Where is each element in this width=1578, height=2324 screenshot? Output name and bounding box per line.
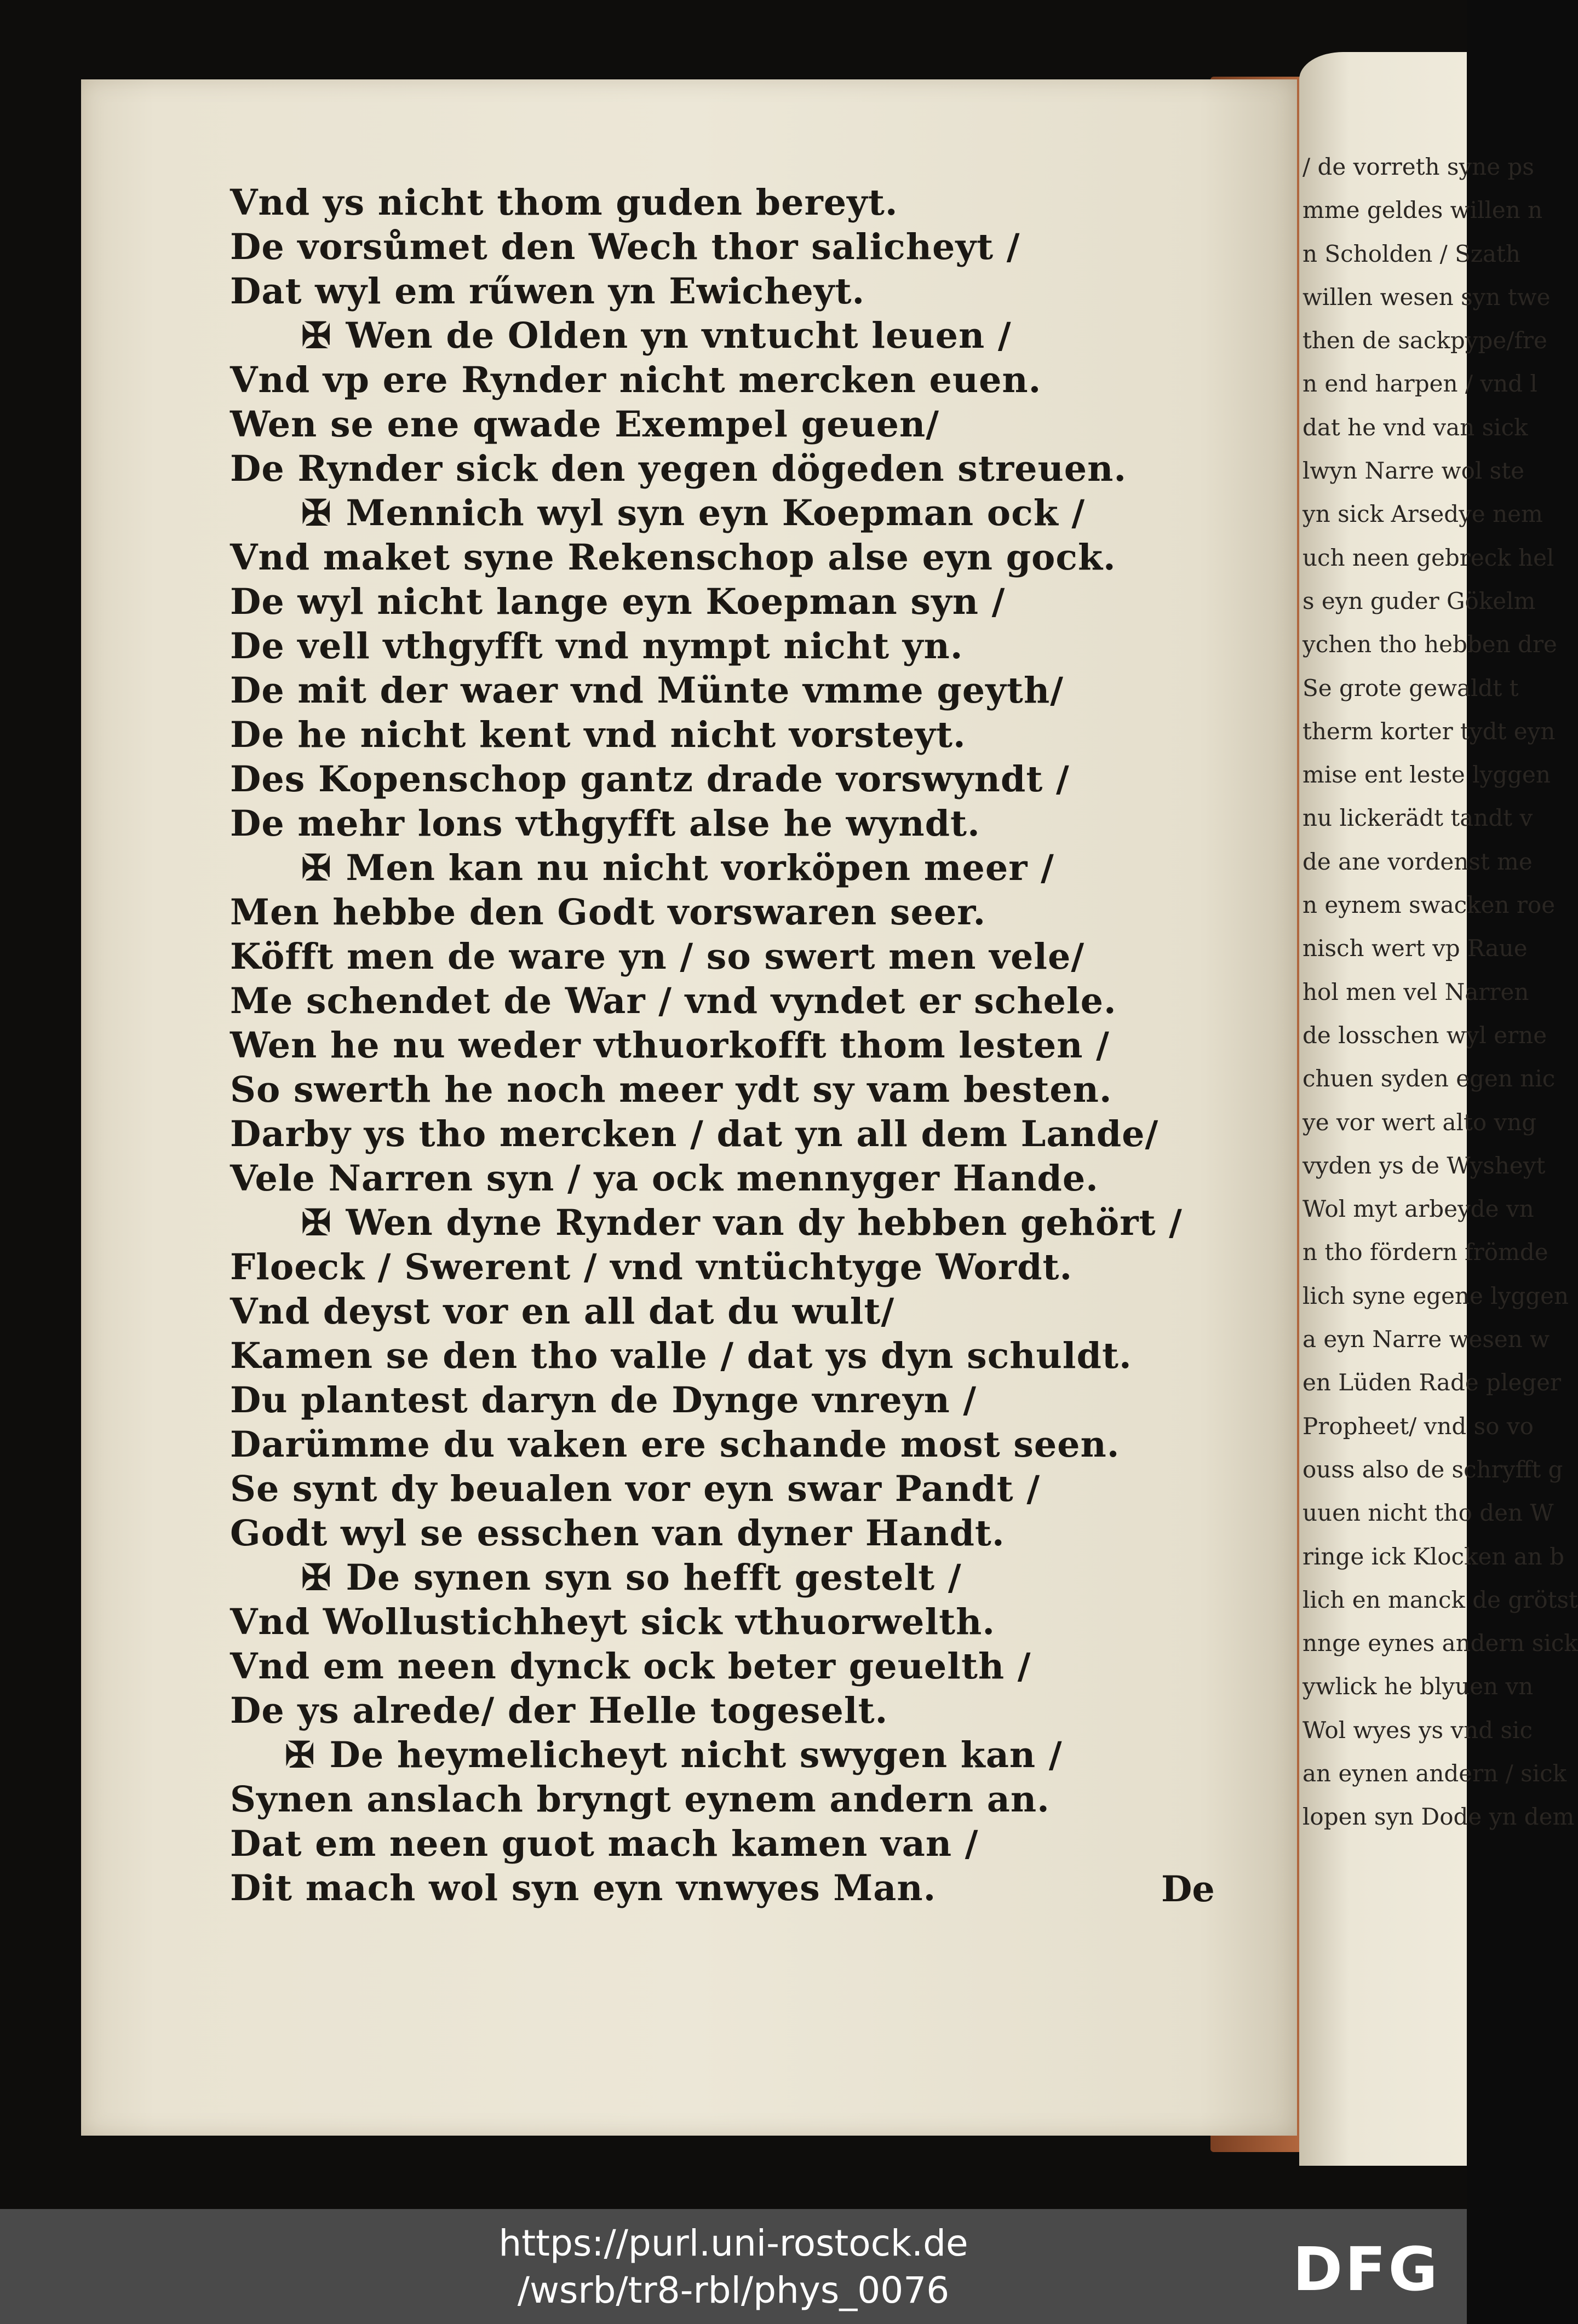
viewer-footer (0, 2209, 1467, 2324)
facing-page-line: a eyn Narre wesen w (1302, 1326, 1550, 1353)
catchword: De (1161, 1868, 1215, 1910)
verse-line: Vnd Wollustichheyt sick vthuorwelth. (230, 1601, 996, 1643)
facing-page-line: chuen syden egen nic (1302, 1065, 1556, 1092)
facing-page-line: Propheet/ vnd so vo (1302, 1412, 1534, 1440)
verse-line: Godt wyl se esschen van dyner Handt. (230, 1512, 1005, 1554)
facing-page-line: n Scholden / Szath (1302, 240, 1520, 267)
verse-line: Vnd em neen dynck ock beter geuelth / (230, 1646, 1031, 1687)
facing-page-line: ouss also de schryfft g (1302, 1456, 1563, 1483)
facing-page-line: uuen nicht tho den W (1302, 1499, 1554, 1527)
facing-page-line: lich en manck de grötst (1302, 1586, 1578, 1613)
facing-page-line: s eyn guder Gökelm (1302, 587, 1536, 614)
verse-line: Se synt dy beualen vor eyn swar Pandt / (230, 1468, 1041, 1510)
permalink[interactable] (0, 2220, 1467, 2314)
dfg-logo: DFG (1293, 2234, 1440, 2304)
verse-line: ✠ Mennich wyl syn eyn Koepman ock / (230, 491, 1271, 536)
facing-page-line: mme geldes willen n (1302, 197, 1543, 224)
facing-page-line: / de vorreth syne ps (1302, 153, 1534, 180)
facing-page-line: nu lickerädt tandt v (1302, 804, 1533, 832)
verse-line: De vorsůmet den Wech thor salicheyt / (230, 226, 1020, 268)
facing-page-line: lwyn Narre wol ste (1302, 457, 1524, 485)
verse-line: De vell vthgyfft vnd nympt nicht yn. (230, 625, 963, 667)
verse-line: Darümme du vaken ere schande most seen. (230, 1424, 1120, 1465)
facing-page-line: n eynem swacken roe (1302, 891, 1556, 919)
verse-line: Men hebbe den Godt vorswaren seer. (230, 891, 986, 933)
verse-line: Du plantest daryn de Dynge vnreyn / (230, 1379, 977, 1421)
verse-line: Kamen se den tho valle / dat ys dyn schuldt. (230, 1335, 1132, 1377)
paragraph-mark-icon: ✠ (301, 1202, 332, 1244)
permalink-host[interactable]: https://purl.uni-rostock.de (498, 2222, 968, 2264)
verse-line: De mehr lons vthgyfft alse he wyndt. (230, 803, 980, 844)
facing-page-line: nnge eynes andern sick (1302, 1630, 1578, 1657)
paragraph-mark-icon: ✠ (301, 1557, 332, 1598)
verse-line: Me schendet de War / vnd vyndet er schele. (230, 980, 1117, 1022)
verse-line: Wen se ene qwade Exempel geuen/ (230, 404, 940, 445)
facing-page-line: mise ent leste lyggen (1302, 761, 1551, 789)
verse-line: ✠ De synen syn so hefft gestelt / (230, 1556, 1271, 1600)
verse-line: ✠ Wen de Olden yn vntucht leuen / (230, 314, 1271, 358)
facing-page-line: Wol myt arbeyde vn (1302, 1195, 1534, 1223)
facing-page-line: Se grote gewaldt t (1302, 674, 1519, 701)
facing-page-line: ychen tho hebben dre (1302, 631, 1557, 658)
paragraph-mark-icon: ✠ (301, 847, 332, 889)
verse-line: Vele Narren syn / ya ock mennyger Hande. (230, 1158, 1099, 1199)
permalink-path[interactable]: /wsrb/tr8-rbl/phys_0076 (517, 2269, 950, 2311)
facing-page-line: an eynen andern / sick (1302, 1759, 1567, 1787)
verse-line: Darby ys tho mercken / dat yn all dem Lande/ (230, 1113, 1159, 1155)
verse-line: Synen anslach bryngt eynem andern an. (230, 1779, 1050, 1820)
verse-line: Vnd ys nicht thom guden bereyt. (230, 182, 898, 223)
facing-page-line: ringe ick Klocken an b (1302, 1543, 1565, 1570)
verse-line: De ys alrede/ der Helle togeselt. (230, 1690, 888, 1732)
facing-page-line: lich syne egene lyggen (1302, 1282, 1569, 1309)
verse-line: Köfft men de ware yn / so swert men vele/ (230, 936, 1085, 977)
verse-text (230, 181, 1271, 1911)
verse-line: Dat em neen guot mach kamen van / (230, 1823, 979, 1865)
facing-page-line: uch neen gebreck hel (1302, 544, 1554, 571)
facing-page-line: de ane vordenst me (1302, 848, 1533, 875)
facing-page-line: en Lüden Rade pleger (1302, 1369, 1562, 1396)
verse-line: De mit der waer vnd Münte vmme geyth/ (230, 670, 1064, 711)
facing-page-line: nisch wert vp Raue (1302, 935, 1528, 962)
verse-line: De Rynder sick den yegen dögeden streuen. (230, 448, 1127, 490)
verse-line: Floeck / Swerent / vnd vntüchtyge Wordt. (230, 1246, 1073, 1288)
facing-page-edge (1299, 52, 1578, 2166)
verse-line: ✠ Men kan nu nicht vorköpen meer / (230, 846, 1271, 890)
verse-line: Des Kopenschop gantz drade vorswyndt / (230, 758, 1070, 800)
verse-line: Dat wyl em rűwen yn Ewicheyt. (230, 271, 865, 312)
facing-page-line: n end harpen / vnd l (1302, 370, 1537, 398)
facing-page-line: n tho fördern frömde (1302, 1239, 1548, 1266)
paragraph-mark-icon: ✠ (301, 492, 332, 534)
facing-page-line: dat he vnd van sick (1302, 413, 1528, 441)
verse-line: De wyl nicht lange eyn Koepman syn / (230, 581, 1006, 623)
verse-line: Vnd vp ere Rynder nicht mercken euen. (230, 359, 1042, 401)
verse-line: De he nicht kent vnd nicht vorsteyt. (230, 714, 966, 756)
paragraph-mark-icon: ✠ (285, 1734, 315, 1776)
facing-page-line: vyden ys de Wysheyt (1302, 1152, 1546, 1179)
paragraph-mark-icon: ✠ (301, 315, 332, 356)
verse-line: ✠ De heymelicheyt nicht swygen kan / (230, 1733, 1271, 1777)
verse-line: Dit mach wol syn eyn vnwyes Man. (230, 1867, 937, 1909)
book-page (81, 79, 1297, 2136)
facing-page-line: lopen syn Dode yn dem (1302, 1803, 1575, 1831)
facing-page-line: yn sick Arsedye nem (1302, 501, 1543, 528)
facing-page-line: ywlick he blyuen vn (1302, 1673, 1534, 1700)
facing-page-text (1299, 145, 1578, 1839)
verse-line: Vnd deyst vor en all dat du wult/ (230, 1291, 895, 1332)
facing-page-line: ye vor wert alto vng (1302, 1108, 1537, 1136)
facing-page-line: hol men vel Narren (1302, 978, 1529, 1005)
facing-page-line: willen wesen syn twe (1302, 283, 1551, 310)
facing-page-line: therm korter tydt eyn (1302, 717, 1556, 745)
verse-line: Vnd maket syne Rekenschop alse eyn gock. (230, 537, 1116, 578)
verse-line: Wen he nu weder vthuorkofft thom lesten / (230, 1025, 1110, 1066)
facing-page-line: Wol wyes ys vnd sic (1302, 1716, 1533, 1744)
facing-page-line: then de sackpype/fre (1302, 327, 1547, 354)
verse-line: ✠ Wen dyne Rynder van dy hebben gehört / (230, 1201, 1271, 1245)
facing-page-line: de losschen wyl erne (1302, 1021, 1547, 1049)
verse-line: So swerth he noch meer ydt sy vam besten. (230, 1069, 1112, 1111)
